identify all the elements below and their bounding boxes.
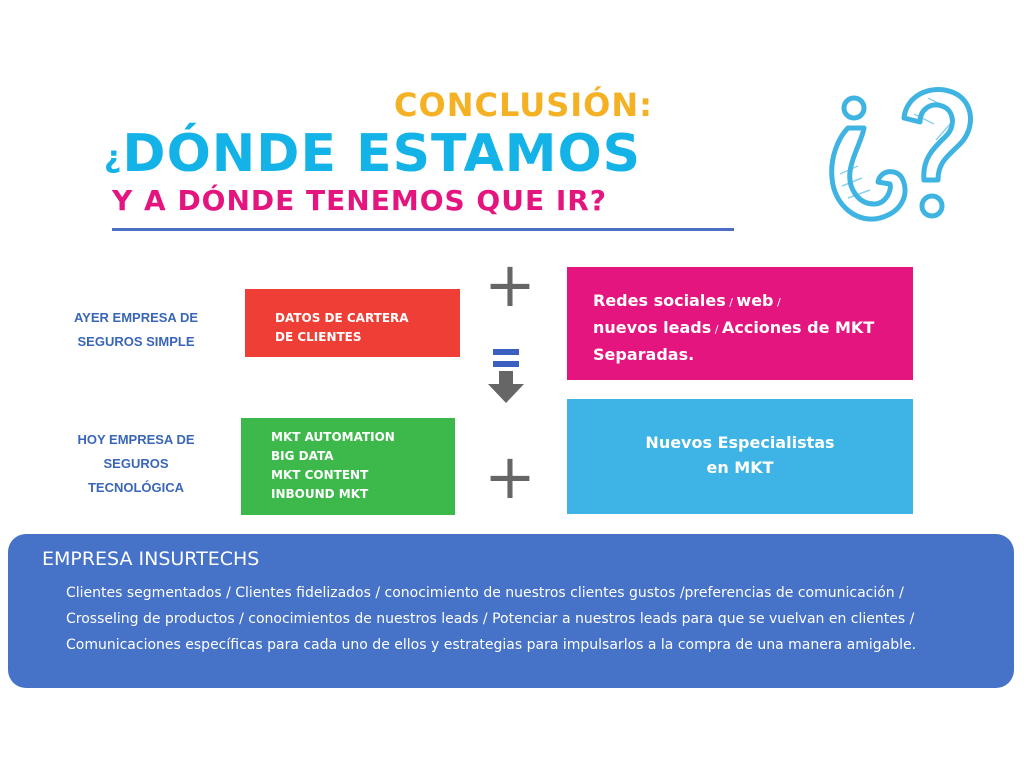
title-underline [112,228,734,231]
box-nuevos-text [567,399,913,480]
redes-part-d: Acciones de MKT [721,318,875,337]
label-hoy [46,428,226,500]
label-ayer [46,306,226,354]
box-mkt-item: MKT AUTOMATION [271,430,395,444]
box-datos-cartera [245,289,460,357]
box-mkt-text [241,418,455,504]
redes-part-b: web [736,291,774,310]
label-ayer-line1: AYER EMPRESA DE [73,310,198,325]
box-mkt-item: MKT CONTENT [271,468,369,482]
box-mkt-tools [241,418,455,515]
plus-icon: + [484,248,536,321]
title-donde-estamos [104,124,641,188]
panel-line: Comunicaciones específicas para cada uno de ellos y estrategias para impulsarlos a la compra de una manera amigable. [66,637,917,653]
box-redes-sociales [567,267,913,380]
label-hoy-line3: TECNOLÓGICA [87,480,185,495]
box-redes-line1 [593,288,913,315]
equals-icon [492,347,520,371]
box-nuevos-line2: en MKT [706,458,774,477]
box-redes-line2 [593,315,913,342]
box-mkt-item: BIG DATA [271,449,334,463]
plus-icon: + [484,440,536,513]
box-nuevos-line1: Nuevos Especialistas [645,433,835,452]
panel-body [66,580,996,658]
box-mkt-item: INBOUND MKT [271,487,369,501]
box-datos-line2: DE CLIENTES [275,330,362,344]
panel-line: Crosseling de productos / conocimientos de nuestros leads / Potenciar a nuestros leads para que se vuelvan en clientes / [66,611,915,627]
redes-part-c: nuevos leads [593,318,712,337]
label-hoy-line1: HOY EMPRESA DE [77,432,195,447]
box-redes-line3: Separadas. [593,345,695,364]
box-datos-text [245,289,460,347]
label-ayer-line2: SEGUROS SIMPLE [77,334,195,349]
panel-line: Clientes segmentados / Clientes fidelizados / conocimiento de nuestros clientes gustos /preferencias de comunicación / [66,585,904,601]
title-donde-estamos-text: DÓNDE ESTAMOS [122,124,642,184]
box-redes-text [567,267,913,367]
title-donde-ir: Y A DÓNDE TENEMOS QUE IR? [112,184,608,217]
redes-sep2: / [773,296,781,309]
box-nuevos-especialistas [567,399,913,514]
redes-sep1: / [725,296,737,309]
redes-part-a: Redes sociales [593,291,726,310]
label-hoy-line2: SEGUROS [103,456,169,471]
arrow-down-icon [488,371,524,403]
redes-sep3: / [711,323,722,336]
title-conclusion: CONCLUSIÓN: [394,86,653,124]
open-question-mark: ¿ [104,140,123,175]
question-marks-icon [818,78,978,238]
panel-title: EMPRESA INSURTECHS [42,548,260,570]
box-datos-line1: DATOS DE CARTERA [275,311,409,325]
